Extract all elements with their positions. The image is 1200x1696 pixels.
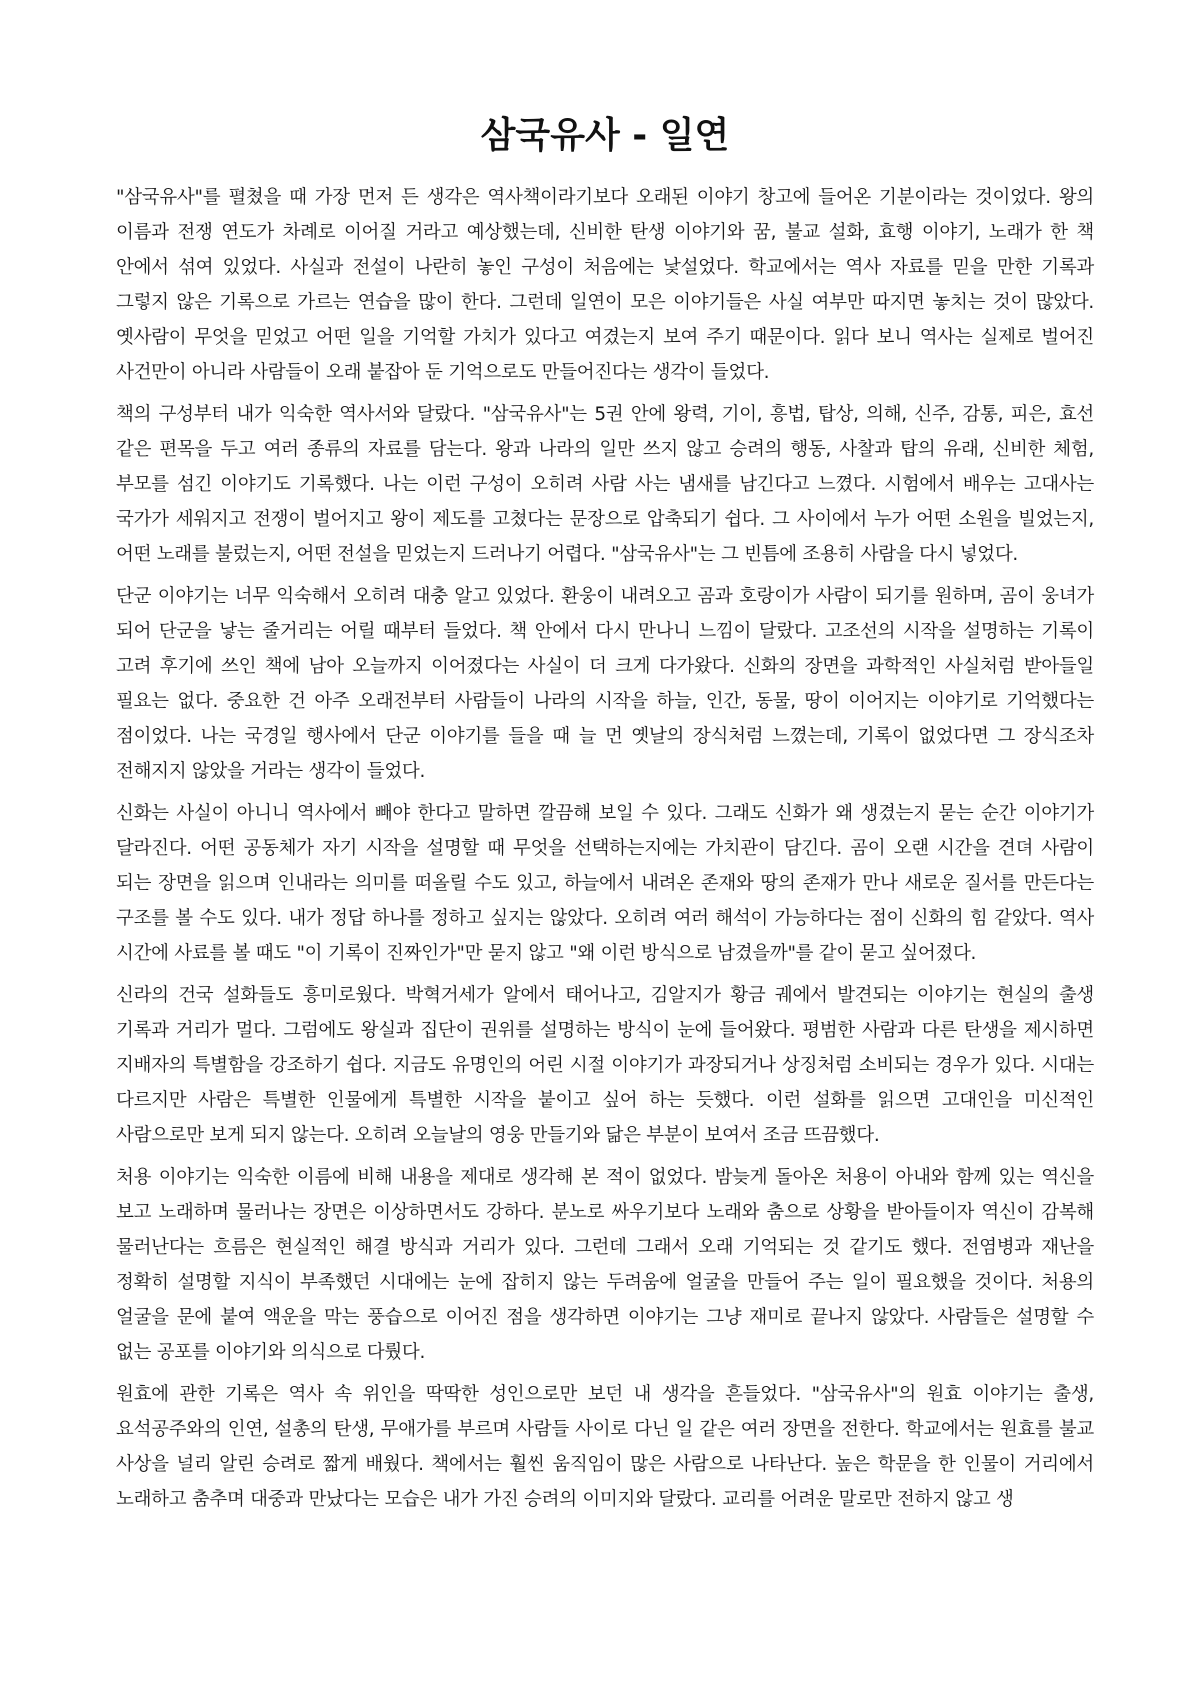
paragraph: 책의 구성부터 내가 익숙한 역사서와 달랐다. "삼국유사"는 5권 안에 왕력, 기이, 흥법, 탑상, 의해, 신주, 감통, 피은, 효선 같은 편목을 두고 여러 종류의 자료를 담는다. 왕과 나라의 일만 쓰지 않고 승려의 행동, 사찰과 탑의 유래, 신비한 체험, 부모를 섬긴 이야기도 기록했다. 나는 이런 구성이 오히려 사람 사는 냄새를 남긴다고 느꼈다. 시험에서 배우는 고대사는 국가가 세워지고 전쟁이 벌어지고 왕이 제도를 고쳤다는 문장으로 압축되기 쉽다. 그 사이에서 누가 어떤 소원을 빌었는지, 어떤 노래를 불렀는지, 어떤 전설을 믿었는지 드러나기 어렵다. "삼국유사"는 그 빈틈에 조용히 사람을 다시 넣었다. — [116, 404, 1094, 565]
paragraph: 원효에 관한 기록은 역사 속 위인을 딱딱한 성인으로만 보던 내 생각을 흔들었다. "삼국유사"의 원효 이야기는 출생, 요석공주와의 인연, 설총의 탄생, 무애가를 부르며 사람들 사이로 다닌 일 같은 여러 장면을 전한다. 학교에서는 원효를 불교 사상을 널리 알린 승려로 짧게 배웠다. 책에서는 훨씬 움직임이 많은 사람으로 나타난다. 높은 학문을 한 인물이 거리에서 노래하고 춤추며 대중과 만났다는 모습은 내가 가진 승려의 이미지와 달랐다. 교리를 어려운 말로만 전하지 않고 생 — [116, 1384, 1094, 1510]
document-body — [116, 180, 1094, 1517]
page-title: 삼국유사 - 일연 — [480, 115, 730, 156]
paragraph: 처용 이야기는 익숙한 이름에 비해 내용을 제대로 생각해 본 적이 없었다. 밤늦게 돌아온 처용이 아내와 함께 있는 역신을 보고 노래하며 물러나는 장면은 이상하면서도 강하다. 분노로 싸우기보다 노래와 춤으로 상황을 받아들이자 역신이 감복해 물러난다는 흐름은 현실적인 해결 방식과 거리가 있다. 그런데 그래서 오래 기억되는 것 같기도 했다. 전염병과 재난을 정확히 설명할 지식이 부족했던 시대에는 눈에 잡히지 않는 두려움에 얼굴을 만들어 주는 일이 필요했을 것이다. 처용의 얼굴을 문에 붙여 액운을 막는 풍습으로 이어진 점을 생각하면 이야기는 그냥 재미로 끝나지 않았다. 사람들은 설명할 수 없는 공포를 이야기와 의식으로 다뤘다. — [116, 1167, 1094, 1363]
paragraph: 신화는 사실이 아니니 역사에서 빼야 한다고 말하면 깔끔해 보일 수 있다. 그래도 신화가 왜 생겼는지 묻는 순간 이야기가 달라진다. 어떤 공동체가 자기 시작을 설명할 때 무엇을 선택하는지에는 가치관이 담긴다. 곰이 오랜 시간을 견뎌 사람이 되는 장면을 읽으며 인내라는 의미를 떠올릴 수도 있고, 하늘에서 내려온 존재와 땅의 존재가 만나 새로운 질서를 만든다는 구조를 볼 수도 있다. 내가 정답 하나를 정하고 싶지는 않았다. 오히려 여러 해석이 가능하다는 점이 신화의 힘 같았다. 역사 시간에 사료를 볼 때도 "이 기록이 진짜인가"만 묻지 않고 "왜 이런 방식으로 남겼을까"를 같이 묻고 싶어졌다. — [116, 803, 1094, 964]
paragraph: 단군 이야기는 너무 익숙해서 오히려 대충 알고 있었다. 환웅이 내려오고 곰과 호랑이가 사람이 되기를 원하며, 곰이 웅녀가 되어 단군을 낳는 줄거리는 어릴 때부터 들었다. 책 안에서 다시 만나니 느낌이 달랐다. 고조선의 시작을 설명하는 기록이 고려 후기에 쓰인 책에 남아 오늘까지 이어졌다는 사실이 더 크게 다가왔다. 신화의 장면을 과학적인 사실처럼 받아들일 필요는 없다. 중요한 건 아주 오래전부터 사람들이 나라의 시작을 하늘, 인간, 동물, 땅이 이어지는 이야기로 기억했다는 점이었다. 나는 국경일 행사에서 단군 이야기를 들을 때 늘 먼 옛날의 장식처럼 느꼈는데, 기록이 없었다면 그 장식조차 전해지지 않았을 거라는 생각이 들었다. — [116, 586, 1094, 782]
paragraph: "삼국유사"를 펼쳤을 때 가장 먼저 든 생각은 역사책이라기보다 오래된 이야기 창고에 들어온 기분이라는 것이었다. 왕의 이름과 전쟁 연도가 차례로 이어질 거라고 예상했는데, 신비한 탄생 이야기와 꿈, 불교 설화, 효행 이야기, 노래가 한 책 안에서 섞여 있었다. 사실과 전설이 나란히 놓인 구성이 처음에는 낯설었다. 학교에서는 역사 자료를 믿을 만한 기록과 그렇지 않은 기록으로 가르는 연습을 많이 한다. 그런데 일연이 모은 이야기들은 사실 여부만 따지면 놓치는 것이 많았다. 옛사람이 무엇을 믿었고 어떤 일을 기억할 가치가 있다고 여겼는지 보여 주기 때문이다. 읽다 보니 역사는 실제로 벌어진 사건만이 아니라 사람들이 오래 붙잡아 둔 기억으로도 만들어진다는 생각이 들었다. — [116, 187, 1094, 383]
paragraph: 신라의 건국 설화들도 흥미로웠다. 박혁거세가 알에서 태어나고, 김알지가 황금 궤에서 발견되는 이야기는 현실의 출생 기록과 거리가 멀다. 그럼에도 왕실과 집단이 권위를 설명하는 방식이 눈에 들어왔다. 평범한 사람과 다른 탄생을 제시하면 지배자의 특별함을 강조하기 쉽다. 지금도 유명인의 어린 시절 이야기가 과장되거나 상징처럼 소비되는 경우가 있다. 시대는 다르지만 사람은 특별한 인물에게 특별한 시작을 붙이고 싶어 하는 듯했다. 이런 설화를 읽으면 고대인을 미신적인 사람으로만 보게 되지 않는다. 오히려 오늘날의 영웅 만들기와 닮은 부분이 보여서 조금 뜨끔했다. — [116, 985, 1094, 1146]
